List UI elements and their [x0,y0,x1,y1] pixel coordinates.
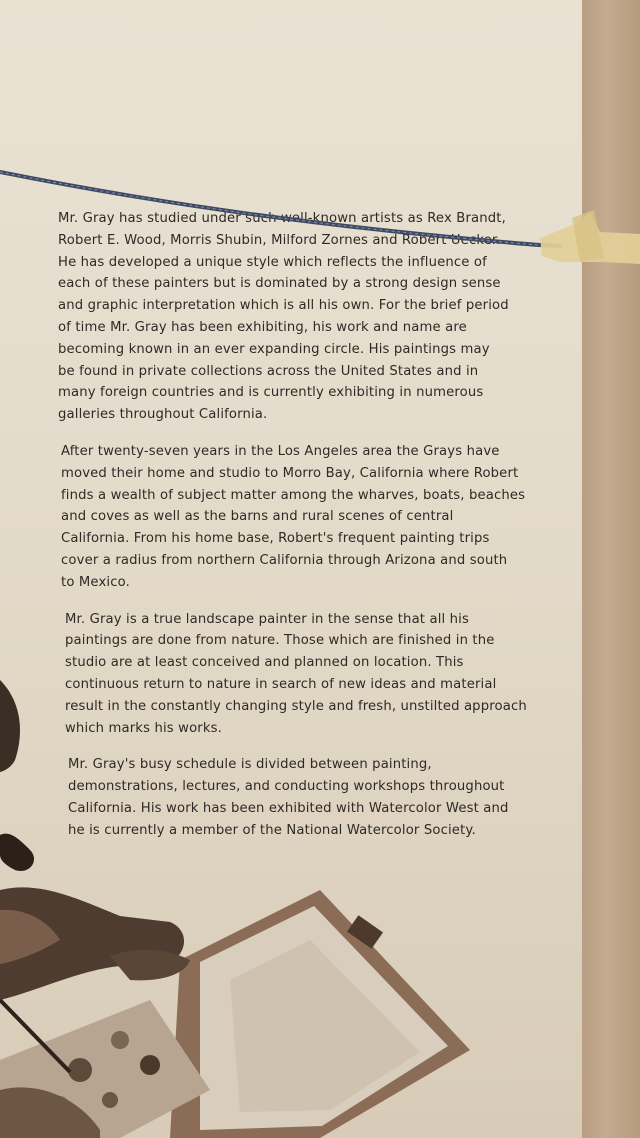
text-line: California. His work has been exhibited with Watercolor West and [68,800,509,816]
paragraph-2 [61,441,551,594]
tape-icon [540,210,640,264]
text-line: continuous return to nature in search of new ideas and material [65,676,497,692]
text-line: galleries throughout California. [58,407,268,423]
hanging-wire [0,0,640,280]
painter-photo [0,660,520,1138]
text-line: and coves as well as the barns and rural scenes of central [61,509,454,525]
text-line: and graphic interpretation which is all his own. For the brief period [58,298,509,314]
text-line: becoming known in an ever expanding circle. His paintings may [58,341,490,357]
text-line: Robert E. Wood, Morris Shubin, Milford Zornes and Robert Uecker. [58,232,501,248]
text-line: cover a radius from northern California through Arizona and south [61,552,508,568]
text-line: California. From his home base, Robert's frequent painting trips [61,531,490,547]
text-line: After twenty-seven years in the Los Angeles area the Grays have [61,443,500,459]
text-line: studio are at least conceived and planned on location. This [65,655,464,671]
text-line: of time Mr. Gray has been exhibiting, his work and name are [58,319,467,335]
text-line: Mr. Gray is a true landscape painter in the sense that all his [65,611,470,627]
text-line: Mr. Gray's busy schedule is divided between painting, [68,757,432,773]
text-line: demonstrations, lectures, and conducting workshops throughout [68,779,505,795]
text-line: paintings are done from nature. Those which are finished in the [65,633,495,649]
text-line: result in the constantly changing style and fresh, unstilted approach [65,698,527,714]
painting-board [170,890,470,1138]
text-line: many foreign countries and is currently exhibiting in numerous [58,385,484,401]
text-line: moved their home and studio to Morro Bay, California where Robert [61,465,519,481]
text-line: which marks his works. [65,720,223,736]
text-line: Mr. Gray has studied under such well-known artists as Rex Brandt, [58,211,506,226]
text-line: each of these painters but is dominated by a strong design sense [58,276,501,292]
text-line: be found in private collections across the United States and in [58,363,479,379]
text-line: he is currently a member of the National Watercolor Society. [68,822,476,838]
text-line: to Mexico. [61,574,130,590]
text-line: finds a wealth of subject matter among the wharves, boats, beaches [61,487,526,503]
text-line: He has developed a unique style which reflects the influence of [58,254,487,270]
